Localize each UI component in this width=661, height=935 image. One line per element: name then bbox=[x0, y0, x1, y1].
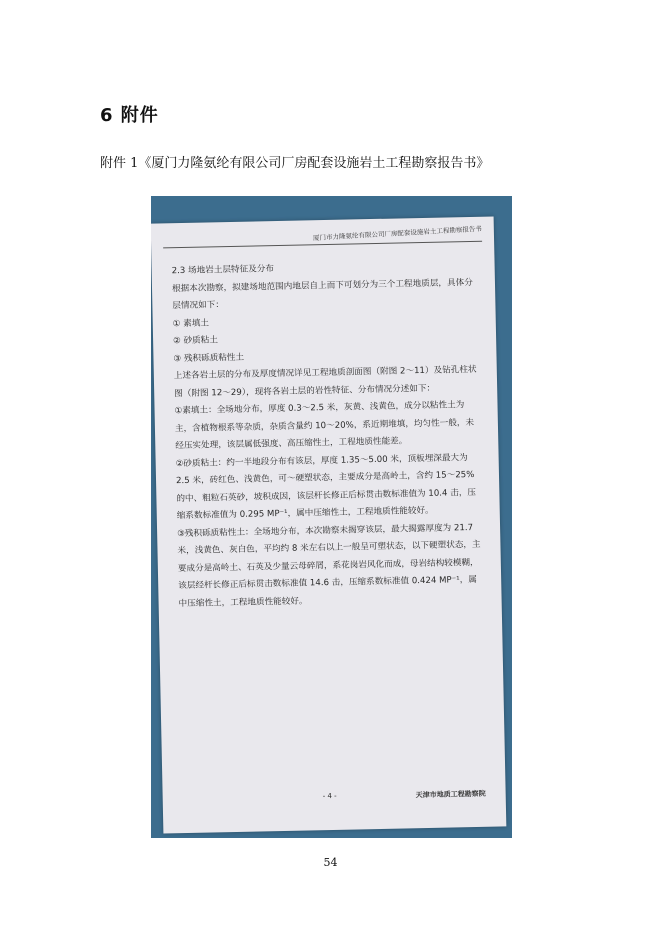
list-item: ② 砂质粘土 bbox=[173, 335, 219, 347]
page-number: 54 bbox=[323, 856, 338, 869]
sheet-body bbox=[171, 257, 483, 613]
report-sheet bbox=[151, 216, 506, 833]
sheet-page: - 4 - bbox=[322, 791, 337, 801]
paragraph: ②砂质粘土：约一半地段分布有该层，厚度 1.35～5.00 米，顶板埋深最大为 2.5 米，砖红色、浅黄色，可～硬塑状态，主要成分是高岭土，含约 15～25%的中、粗粒石英砂，坡积成因，该层杆长修正后标贯击数标准值为 10.4 击，压缩系数标准值为 0.295 MP⁻¹，属中压缩性土，工程地质性能较好。 bbox=[175, 452, 477, 522]
institute-name: 天津市地质工程勘察院 bbox=[415, 789, 486, 800]
paragraph: 根据本次勘察，拟建场地范围内地层自上而下可划分为三个工程地质层，具体分层情况如下： bbox=[171, 277, 473, 312]
sheet-rule bbox=[163, 241, 482, 249]
paragraph: ③残积砾质粘性土：全场地分布，本次勘察未揭穿该层，最大揭露厚度为 21.7 米，浅黄色、灰白色，平均约 8 米左右以上一般呈可塑状态，以下硬塑状态，主要成分是高岭土、石英及少量云母碎屑，系花岗岩风化而成，母岩结构较模糊，该层经杆长修正后标贯击数标准值 14.6 击，压缩系数标准值 0.424 MP⁻¹，属中压缩性土，工程地质性能较好。 bbox=[177, 522, 481, 609]
section-title: 2.3 场地岩土层特征及分布 bbox=[171, 264, 275, 277]
list-item: ③ 残积砾质粘性土 bbox=[173, 352, 245, 364]
report-photo bbox=[151, 196, 512, 838]
paragraph: ①素填土：全场地分布，厚度 0.3～2.5 米，灰黄、浅黄色，成分以粘性土为主，含植物根系等杂质，杂质含量约 10～20%，系近期堆填，均匀性一般，未经压实处理，该层属低强度、高压缩性土，工程地质性能差。 bbox=[174, 400, 475, 452]
list-item: ① 素填土 bbox=[172, 317, 210, 329]
section-heading: 6 附件 bbox=[100, 105, 159, 126]
sheet-header: 厦门市力隆氨纶有限公司厂房配套设施岩土工程勘察报告书 bbox=[312, 224, 483, 243]
attachment-caption: 附件 1《厦门力隆氨纶有限公司厂房配套设施岩土工程勘察报告书》 bbox=[100, 156, 490, 171]
paragraph: 上述各岩土层的分布及厚度情况详见工程地质剖面图（附图 2～11）及钻孔柱状图（附图 12～29），现将各岩土层的岩性特征、分布情况分述如下： bbox=[173, 364, 477, 399]
sheet-footer bbox=[163, 788, 506, 801]
